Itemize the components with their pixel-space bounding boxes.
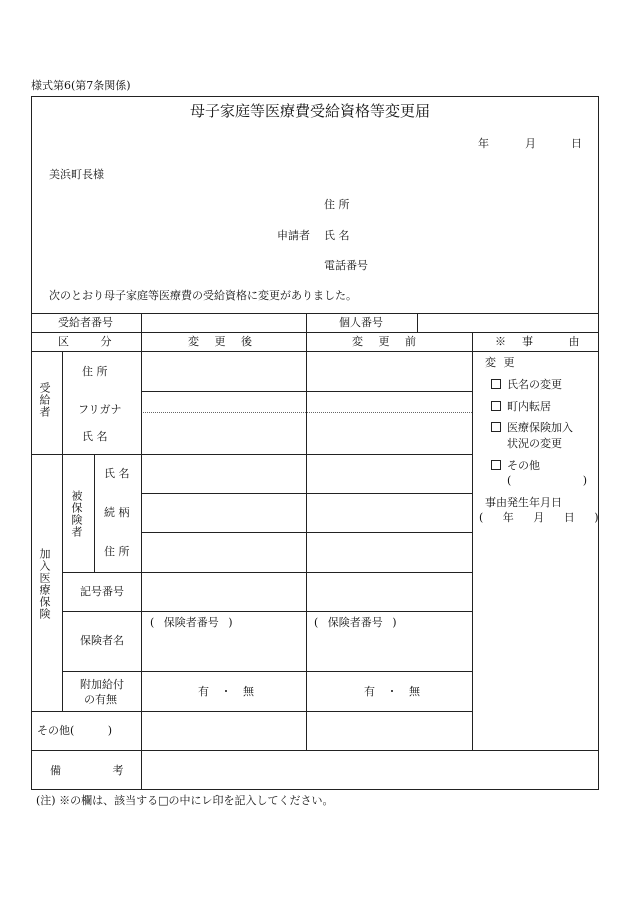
insured-address-label: 住 所	[104, 545, 130, 558]
address-label[interactable]: 住 所	[324, 198, 350, 211]
extra-benefit-after[interactable]: 有 ・ 無	[198, 685, 254, 698]
remarks-label: 備 考	[50, 764, 148, 777]
extra-benefit-label-1: 附加給付	[80, 678, 124, 691]
reason-header: ※事 由	[495, 335, 596, 348]
recipient-name-label: 氏 名	[82, 430, 108, 443]
insurance-group-label: 加入医療保険	[38, 548, 51, 620]
date-month-label[interactable]: 月	[525, 137, 536, 150]
personal-number-label: 個人番号	[339, 316, 383, 329]
reason-option-insurance[interactable]: 医療保険加入	[491, 422, 573, 433]
checkbox-icon[interactable]	[491, 379, 501, 389]
insured-group-label: 被保険者	[70, 490, 83, 538]
before-change-header: 変 更 前	[352, 335, 422, 348]
insurer-name-label: 保険者名	[80, 634, 124, 647]
reason-option-insurance-line2: 状況の変更	[507, 437, 562, 450]
insured-relationship-label: 続 柄	[104, 506, 130, 519]
insurer-number-after[interactable]: ( 保険者番号 )	[150, 616, 233, 629]
checkbox-icon[interactable]	[491, 422, 501, 432]
recipient-furigana-label: フリガナ	[78, 403, 122, 416]
checkbox-icon[interactable]	[491, 460, 501, 470]
occurrence-date-field[interactable]: ( 年 月 日 )	[479, 511, 599, 524]
reason-option-moving[interactable]: 町内転居	[491, 401, 551, 412]
recipient-group-label: 受給者	[38, 382, 51, 418]
addressee: 美浜町長様	[49, 168, 104, 181]
reason-heading: 変 更	[485, 356, 517, 369]
applicant-label: 申請者	[277, 229, 310, 242]
extra-benefit-before[interactable]: 有 ・ 無	[364, 685, 420, 698]
reason-option-other[interactable]: その他	[491, 460, 540, 471]
statement: 次のとおり母子家庭等医療費の受給資格に変更がありました。	[49, 289, 357, 302]
checkbox-icon[interactable]	[491, 401, 501, 411]
reason-other-paren[interactable]: ( )	[507, 474, 588, 487]
phone-label[interactable]: 電話番号	[324, 259, 368, 272]
footnote: (注) ※の欄は、該当する□の中にレ印を記入してください。	[36, 794, 334, 807]
form-title: 母子家庭等医療費受給資格等変更届	[190, 102, 431, 120]
occurrence-date-label: 事由発生年月日	[485, 496, 562, 509]
name-label[interactable]: 氏 名	[324, 229, 350, 242]
reason-option-name-change[interactable]: 氏名の変更	[491, 379, 562, 390]
insurer-number-before[interactable]: ( 保険者番号 )	[314, 616, 397, 629]
recipient-address-label: 住 所	[82, 365, 108, 378]
insured-name-label: 氏 名	[104, 467, 130, 480]
after-change-header: 変 更 後	[188, 335, 258, 348]
recipient-number-label: 受給者番号	[58, 316, 113, 329]
category-header: 区 分	[58, 335, 126, 348]
extra-benefit-label-2: の有無	[84, 693, 117, 706]
date-year-label[interactable]: 年	[478, 137, 489, 150]
form-number: 様式第6(第7条関係)	[31, 79, 131, 92]
date-day-label[interactable]: 日	[571, 137, 582, 150]
other-label: その他( )	[37, 724, 113, 737]
symbol-number-label: 記号番号	[80, 585, 124, 598]
